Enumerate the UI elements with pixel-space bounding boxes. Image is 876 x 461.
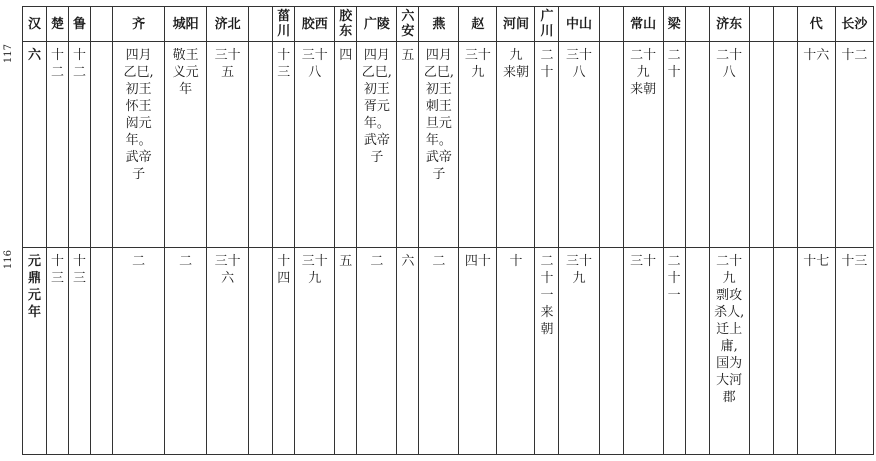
table-cell <box>23 248 47 455</box>
table-cell <box>91 248 113 455</box>
cell-text: 三十 八 <box>301 48 328 80</box>
column-header-label: 楚 <box>51 16 65 32</box>
cell-text <box>600 42 623 47</box>
table-cell <box>295 248 335 455</box>
column-header <box>91 7 113 42</box>
cell-text: 九 来朝 <box>502 48 529 80</box>
cell-text <box>600 248 623 253</box>
column-header <box>749 7 773 42</box>
column-header-label: 燕 <box>432 16 446 32</box>
column-header-label: 赵 <box>471 16 485 32</box>
cell-text <box>774 248 797 253</box>
cell-text: 四 <box>339 48 353 63</box>
table-row <box>23 42 874 248</box>
cell-text <box>750 248 773 253</box>
year-label-2: 116 <box>3 250 14 270</box>
table-cell <box>207 248 249 455</box>
column-header <box>835 7 873 42</box>
column-header-label: 鲁 <box>73 16 87 32</box>
cell-text: 十 二 <box>73 48 87 80</box>
header-row <box>23 7 874 42</box>
column-header-label: 济东 <box>716 16 743 32</box>
table-cell <box>535 248 559 455</box>
cell-text: 二 十 <box>667 48 681 80</box>
column-header-label: 长沙 <box>841 16 868 32</box>
column-header <box>273 7 295 42</box>
cell-text: 十七 <box>803 254 830 269</box>
table-cell <box>497 42 535 248</box>
column-header <box>599 7 623 42</box>
cell-text: 二 <box>179 254 193 269</box>
table-cell <box>165 248 207 455</box>
column-header-label: 代 <box>809 16 823 32</box>
table-cell <box>397 248 419 455</box>
table-cell <box>559 42 599 248</box>
cell-text: 敬王 义元 年 <box>172 48 199 97</box>
table-cell <box>599 248 623 455</box>
column-header-label: 广陵 <box>363 16 390 32</box>
table-cell <box>497 248 535 455</box>
column-header <box>23 7 47 42</box>
column-header <box>623 7 663 42</box>
cell-text: 二 十 一 来 朝 <box>540 254 554 337</box>
cell-text: 二十 九 来朝 <box>630 48 657 97</box>
column-header <box>357 7 397 42</box>
column-header <box>295 7 335 42</box>
table-cell <box>69 248 91 455</box>
column-header <box>663 7 685 42</box>
table-cell <box>357 42 397 248</box>
column-header-label: 城阳 <box>172 16 199 32</box>
table-cell <box>623 42 663 248</box>
column-header <box>773 7 797 42</box>
column-header-label: 胶 东 <box>339 9 353 39</box>
cell-text: 三十 八 <box>566 48 593 80</box>
table-cell <box>47 248 69 455</box>
table-cell <box>249 42 273 248</box>
column-header-label: 常山 <box>630 16 657 32</box>
cell-text: 三十 九 <box>464 48 491 80</box>
column-header-label: 济北 <box>214 16 241 32</box>
table-cell <box>599 42 623 248</box>
table-cell <box>273 42 295 248</box>
table-cell <box>685 42 709 248</box>
table-cell <box>835 248 873 455</box>
column-header-label: 六 安 <box>401 9 415 39</box>
cell-text: 三十 九 <box>566 254 593 286</box>
table-cell <box>91 42 113 248</box>
table-cell <box>623 248 663 455</box>
column-header <box>535 7 559 42</box>
cell-text: 二 <box>370 254 384 269</box>
cell-text: 十 四 <box>277 254 291 286</box>
cell-text <box>686 42 709 47</box>
cell-text: 二 <box>132 254 146 269</box>
column-header <box>113 7 165 42</box>
column-header <box>397 7 419 42</box>
cell-text: 三十 五 <box>214 48 241 80</box>
column-header-label: 汉 <box>28 16 42 32</box>
cell-text: 二 十 一 <box>667 254 681 303</box>
table-cell <box>797 248 835 455</box>
table-cell <box>419 42 459 248</box>
cell-text: 二十 八 <box>716 48 743 80</box>
table-cell <box>113 248 165 455</box>
table-cell <box>23 42 47 248</box>
cell-text: 三十 <box>630 254 657 269</box>
cell-text: 十 三 <box>51 254 65 286</box>
column-header <box>797 7 835 42</box>
cell-text: 四月 乙巳, 初王 怀王 闳元 年。 武帝 子 <box>123 48 154 182</box>
cell-text: 十二 <box>841 48 868 63</box>
table-cell <box>459 248 497 455</box>
column-header <box>335 7 357 42</box>
cell-text <box>91 42 112 47</box>
table-cell <box>295 42 335 248</box>
table-cell <box>335 248 357 455</box>
cell-text <box>686 248 709 253</box>
table-cell <box>357 248 397 455</box>
column-header-label: 菑 川 <box>277 9 291 39</box>
chronology-table <box>22 6 874 455</box>
reign-year: 元 鼎 元 年 <box>28 254 42 320</box>
table-cell <box>559 248 599 455</box>
table-cell <box>335 42 357 248</box>
cell-text: 五 <box>401 48 415 63</box>
table-cell <box>709 248 749 455</box>
table-row <box>23 248 874 455</box>
table-cell <box>663 42 685 248</box>
column-header <box>497 7 535 42</box>
cell-text: 二 十 <box>540 48 554 80</box>
column-header <box>69 7 91 42</box>
column-header-label: 胶西 <box>301 16 328 32</box>
cell-text: 二十 九 剽攻 杀人, 迁上 庸, 国为 大河 郡 <box>714 254 745 405</box>
reign-year: 六 <box>28 48 42 63</box>
table-cell <box>749 42 773 248</box>
column-header <box>47 7 69 42</box>
cell-text: 五 <box>339 254 353 269</box>
table-cell <box>273 248 295 455</box>
cell-text <box>249 42 272 47</box>
table-cell <box>773 42 797 248</box>
cell-text: 四月 乙巳, 初王 胥元 年。 武帝 子 <box>361 48 392 165</box>
cell-text <box>750 42 773 47</box>
table-cell <box>249 248 273 455</box>
cell-text: 二 <box>432 254 446 269</box>
column-header-label: 河间 <box>502 16 529 32</box>
table-cell <box>397 42 419 248</box>
cell-text: 十三 <box>841 254 868 269</box>
cell-text: 六 <box>401 254 415 269</box>
cell-text: 十 二 <box>51 48 65 80</box>
cell-text: 三十 九 <box>301 254 328 286</box>
table-cell <box>773 248 797 455</box>
cell-text: 四月 乙巳, 初王 刺王 旦元 年。 武帝 子 <box>423 48 454 182</box>
cell-text: 三十 六 <box>214 254 241 286</box>
column-header <box>709 7 749 42</box>
table-cell <box>663 248 685 455</box>
table-cell <box>797 42 835 248</box>
table-cell <box>419 248 459 455</box>
table-cell <box>709 42 749 248</box>
cell-text: 四十 <box>464 254 491 269</box>
cell-text <box>774 42 797 47</box>
cell-text <box>91 248 112 253</box>
cell-text: 十 三 <box>73 254 87 286</box>
column-header-label: 梁 <box>667 16 681 32</box>
table-cell <box>207 42 249 248</box>
cell-text <box>249 248 272 253</box>
column-header-label: 中山 <box>566 16 593 32</box>
column-header <box>419 7 459 42</box>
table-cell <box>459 42 497 248</box>
column-header <box>249 7 273 42</box>
table-cell <box>535 42 559 248</box>
cell-text: 十 <box>509 254 523 269</box>
year-label-1: 117 <box>3 44 14 64</box>
table-cell <box>749 248 773 455</box>
table-cell <box>165 42 207 248</box>
table-cell <box>47 42 69 248</box>
year-margin <box>0 0 22 461</box>
column-header <box>459 7 497 42</box>
table-cell <box>113 42 165 248</box>
column-header <box>685 7 709 42</box>
table-cell <box>69 42 91 248</box>
column-header <box>207 7 249 42</box>
column-header <box>559 7 599 42</box>
column-header-label: 齐 <box>132 16 146 32</box>
column-header <box>165 7 207 42</box>
cell-text: 十 三 <box>277 48 291 80</box>
table-cell <box>835 42 873 248</box>
table-cell <box>685 248 709 455</box>
cell-text: 十六 <box>803 48 830 63</box>
column-header-label: 广 川 <box>540 9 554 39</box>
